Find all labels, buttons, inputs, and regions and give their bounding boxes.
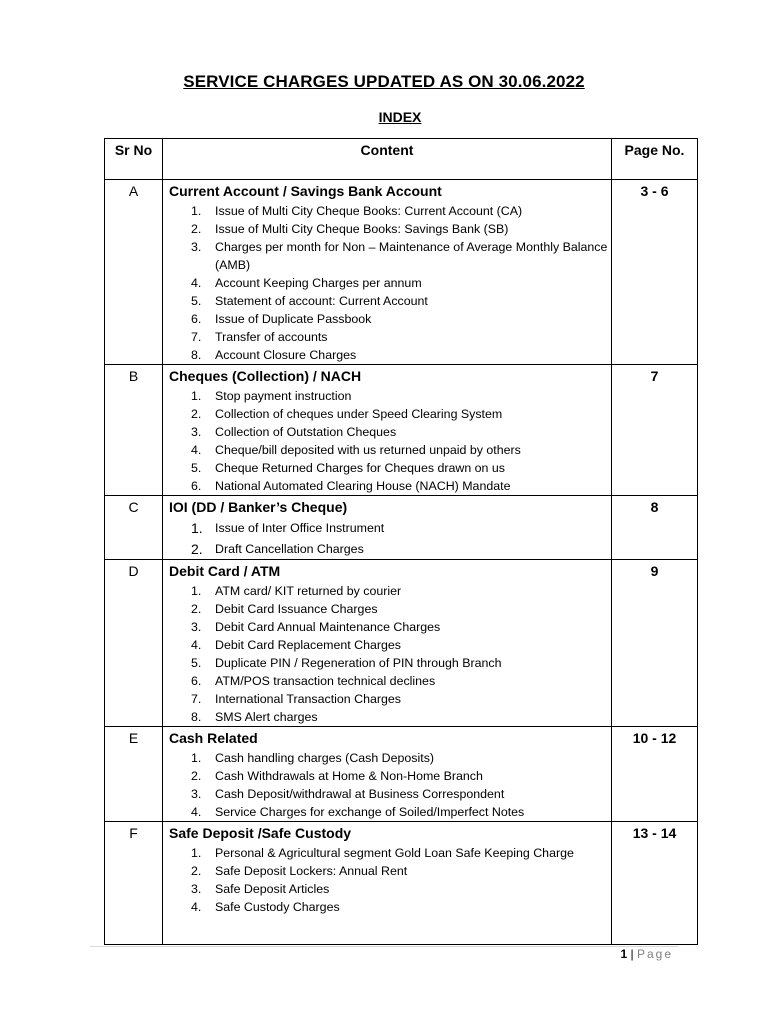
section-content — [163, 496, 612, 560]
list-item — [169, 459, 611, 477]
list-item — [169, 423, 611, 441]
list-item — [169, 898, 611, 916]
footer-divider — [90, 946, 678, 947]
list-item — [169, 708, 611, 726]
section-sr-no: D — [105, 560, 163, 727]
list-item-text: Account Keeping Charges per annum — [215, 276, 422, 290]
section-item-list — [169, 749, 611, 821]
table-row — [105, 180, 698, 365]
list-item-text: Debit Card Annual Maintenance Charges — [215, 620, 441, 634]
list-item — [169, 518, 611, 539]
section-sr-no: A — [105, 180, 163, 365]
list-item-text: Draft Cancellation Charges — [215, 541, 364, 556]
list-item-text: Account Closure Charges — [215, 348, 357, 362]
list-item-text: National Automated Clearing House (NACH) Mandate — [215, 479, 511, 493]
list-item-text: Stop payment instruction — [215, 389, 352, 403]
list-item-number: 4. — [191, 276, 202, 290]
list-item — [169, 862, 611, 880]
list-item — [169, 618, 611, 636]
page-footer — [620, 947, 673, 961]
list-item-text: Issue of Multi City Cheque Books: Savings Bank (SB) — [215, 222, 509, 236]
list-item-text: Cash Withdrawals at Home & Non-Home Branch — [215, 769, 483, 783]
list-item — [169, 690, 611, 708]
list-item — [169, 785, 611, 803]
list-item-number: 3. — [191, 425, 202, 439]
list-item — [169, 405, 611, 423]
section-sr-no: B — [105, 365, 163, 496]
list-item-text: Statement of account: Current Account — [215, 294, 428, 308]
list-item-number: 8. — [191, 348, 202, 362]
list-item-number: 4. — [191, 805, 202, 819]
list-item-number: 4. — [191, 638, 202, 652]
section-title: Cheques (Collection) / NACH — [169, 368, 362, 384]
list-item — [169, 880, 611, 898]
list-item-number: 1. — [191, 389, 202, 403]
list-item — [169, 238, 611, 274]
list-item-number: 4. — [191, 443, 202, 457]
footer-page-number: 1 — [620, 947, 628, 961]
list-item-number: 1. — [191, 204, 202, 218]
list-item-number: 2. — [191, 222, 202, 236]
list-item-text: Cheque Returned Charges for Cheques drawn on us — [215, 461, 505, 475]
list-item-text: Issue of Multi City Cheque Books: Current Account (CA) — [215, 204, 523, 218]
list-item — [169, 844, 611, 862]
list-item-number: 5. — [191, 294, 202, 308]
list-item — [169, 749, 611, 767]
list-item-number: 2. — [191, 864, 202, 878]
list-item-number: 1. — [191, 520, 203, 536]
list-item-number: 8. — [191, 710, 202, 724]
list-item — [169, 292, 611, 310]
list-item-number: 7. — [191, 692, 202, 706]
header-content: Content — [163, 139, 612, 180]
section-content — [163, 365, 612, 496]
table-row — [105, 365, 698, 496]
section-sr-no: C — [105, 496, 163, 560]
footer-page-word: Page — [636, 947, 673, 961]
list-item-text: Personal & Agricultural segment Gold Loan Safe Keeping Charge — [215, 846, 574, 860]
list-item-text: Safe Deposit Articles — [215, 882, 330, 896]
list-item — [169, 346, 611, 364]
section-page-no: 10 - 12 — [612, 727, 698, 822]
list-item-text: Cash handling charges (Cash Deposits) — [215, 751, 435, 765]
section-sr-no: E — [105, 727, 163, 822]
section-content — [163, 180, 612, 365]
list-item — [169, 539, 611, 560]
list-item — [169, 220, 611, 238]
list-item-number: 2. — [191, 407, 202, 421]
list-item — [169, 582, 611, 600]
table-row — [105, 822, 698, 945]
index-heading: INDEX — [378, 109, 422, 125]
list-item-number: 5. — [191, 461, 202, 475]
section-item-list — [169, 202, 611, 364]
list-item — [169, 310, 611, 328]
list-item-text: Charges per month for Non – Maintenance of Average Monthly Balance (AMB) — [215, 240, 608, 272]
list-item-number: 1. — [191, 584, 202, 598]
list-item — [169, 672, 611, 690]
list-item-number: 2. — [191, 602, 202, 616]
list-item-number: 3. — [191, 240, 202, 254]
section-content — [163, 822, 612, 945]
section-item-list — [169, 518, 611, 559]
section-page-no: 3 - 6 — [612, 180, 698, 365]
list-item-text: Debit Card Issuance Charges — [215, 602, 378, 616]
list-item-text: Cheque/bill deposited with us returned unpaid by others — [215, 443, 521, 457]
list-item-text: Transfer of accounts — [215, 330, 328, 344]
section-title: Safe Deposit /Safe Custody — [169, 825, 352, 841]
list-item-number: 1. — [191, 846, 202, 860]
list-item-number: 7. — [191, 330, 202, 344]
section-page-no: 13 - 14 — [612, 822, 698, 945]
list-item-text: Service Charges for exchange of Soiled/Imperfect Notes — [215, 805, 525, 819]
list-item-number: 3. — [191, 620, 202, 634]
section-page-no: 9 — [612, 560, 698, 727]
table-row — [105, 496, 698, 560]
section-item-list — [169, 844, 611, 916]
list-item — [169, 767, 611, 785]
list-item-text: Debit Card Replacement Charges — [215, 638, 401, 652]
list-item-text: Issue of Duplicate Passbook — [215, 312, 372, 326]
table-row — [105, 560, 698, 727]
list-item-text: Safe Custody Charges — [215, 900, 340, 914]
section-page-no: 8 — [612, 496, 698, 560]
list-item-text: Collection of cheques under Speed Clearing System — [215, 407, 503, 421]
list-item-number: 2. — [191, 769, 202, 783]
list-item — [169, 636, 611, 654]
list-item-number: 6. — [191, 674, 202, 688]
header-page-no: Page No. — [612, 139, 698, 180]
list-item-number: 6. — [191, 312, 202, 326]
list-item-text: Duplicate PIN / Regeneration of PIN through Branch — [215, 656, 502, 670]
list-item-text: ATM card/ KIT returned by courier — [215, 584, 402, 598]
section-item-list — [169, 387, 611, 495]
list-item — [169, 600, 611, 618]
list-item-text: Safe Deposit Lockers: Annual Rent — [215, 864, 408, 878]
section-title: Current Account / Savings Bank Account — [169, 183, 442, 199]
list-item-number: 6. — [191, 479, 202, 493]
list-item-number: 3. — [191, 882, 202, 896]
section-page-no: 7 — [612, 365, 698, 496]
table-body — [105, 180, 698, 945]
list-item — [169, 654, 611, 672]
section-content — [163, 727, 612, 822]
list-item-number: 1. — [191, 751, 202, 765]
section-title: IOI (DD / Banker’s Cheque) — [169, 499, 348, 515]
table-header-row — [105, 139, 698, 180]
list-item-number: 3. — [191, 787, 202, 801]
section-item-list — [169, 582, 611, 726]
list-item — [169, 387, 611, 405]
section-sr-no: F — [105, 822, 163, 945]
list-item-text: Cash Deposit/withdrawal at Business Correspondent — [215, 787, 505, 801]
footer-separator: | — [630, 947, 634, 961]
list-item — [169, 328, 611, 346]
list-item-text: ATM/POS transaction technical declines — [215, 674, 436, 688]
list-item-number: 2. — [191, 540, 203, 557]
list-item — [169, 803, 611, 821]
list-item — [169, 477, 611, 495]
section-title: Cash Related — [169, 730, 258, 746]
list-item-text: International Transaction Charges — [215, 692, 401, 706]
list-item-number: 5. — [191, 656, 202, 670]
section-title: Debit Card / ATM — [169, 563, 281, 579]
list-item-text: Issue of Inter Office Instrument — [215, 521, 385, 535]
header-sr-no: Sr No — [105, 139, 163, 180]
list-item-text: Collection of Outstation Cheques — [215, 425, 397, 439]
list-item — [169, 202, 611, 220]
table-row — [105, 727, 698, 822]
list-item — [169, 441, 611, 459]
list-item-text: SMS Alert charges — [215, 710, 318, 724]
list-item — [169, 274, 611, 292]
index-table — [104, 138, 698, 945]
section-content — [163, 560, 612, 727]
list-item-number: 4. — [191, 900, 202, 914]
document-title: SERVICE CHARGES UPDATED AS ON 30.06.2022 — [183, 72, 585, 91]
